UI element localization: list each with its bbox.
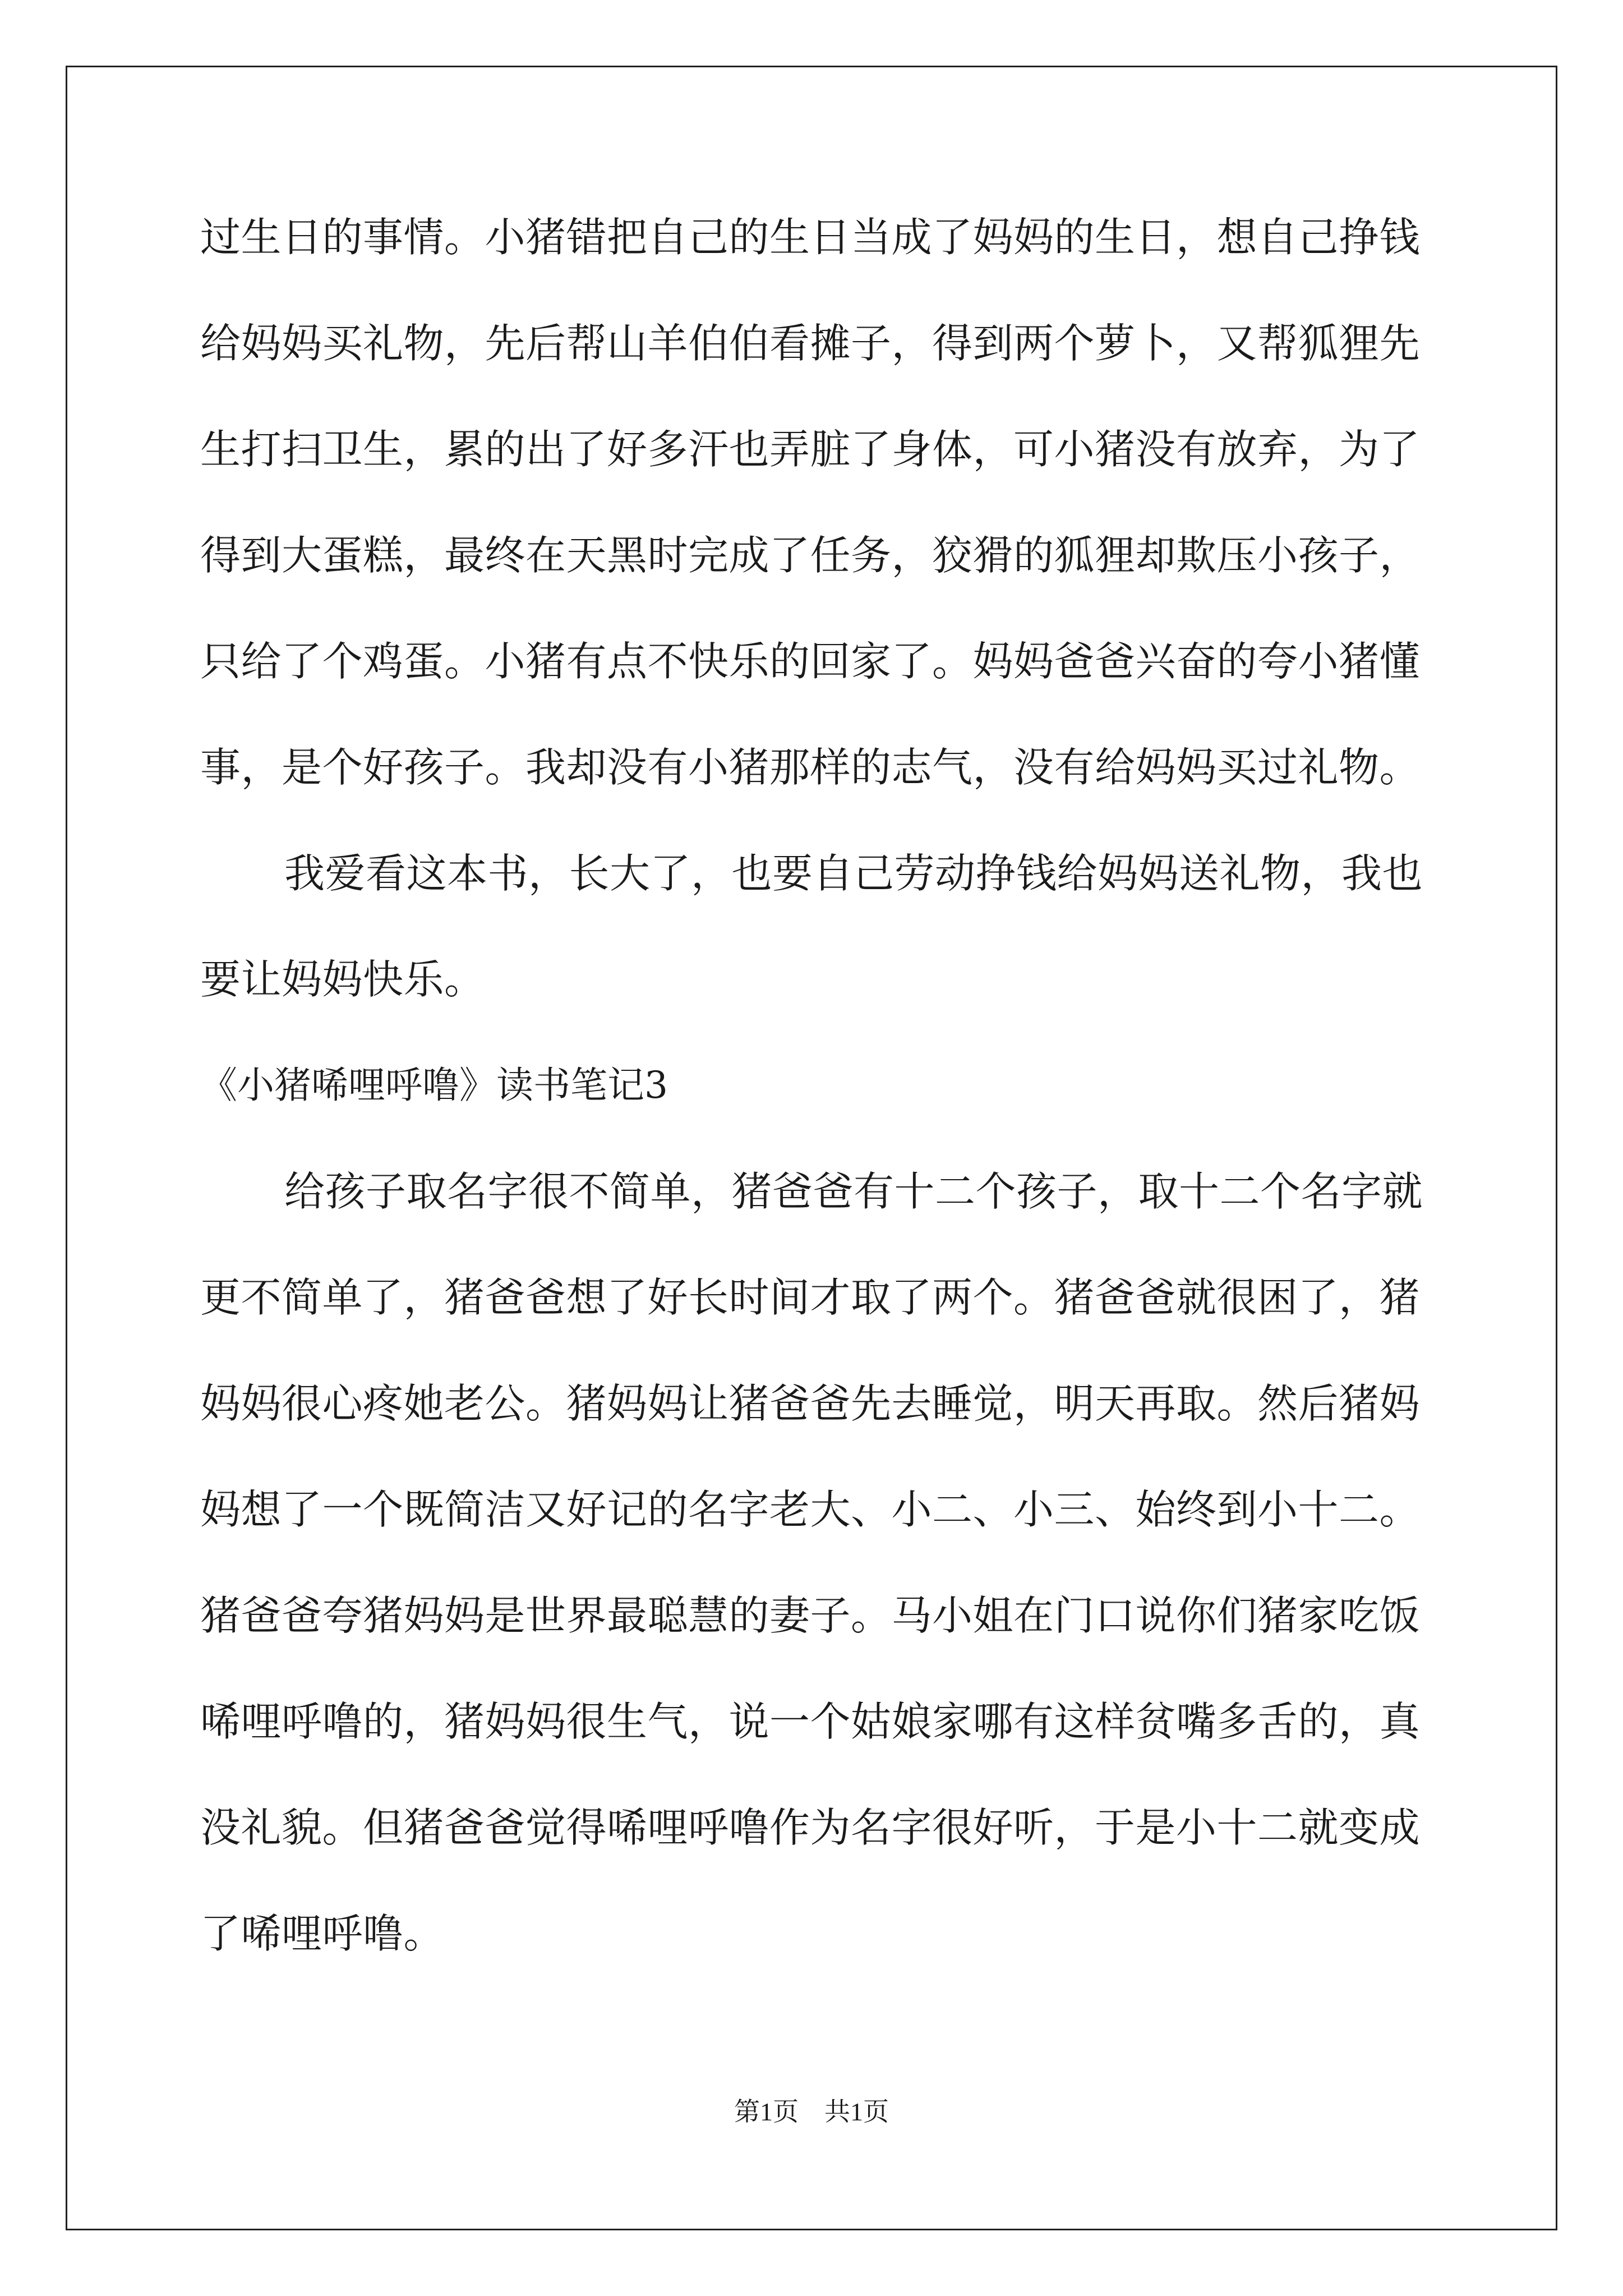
paragraph-line: 妈想了一个既简洁又好记的名字老大、小二、小三、始终到小十二。 (200, 1486, 1421, 1533)
paragraph-line: 了唏哩呼噜。 (200, 1910, 445, 1957)
paragraph-line: 要让妈妈快乐。 (200, 956, 485, 1003)
paragraph-line: 猪爸爸夸猪妈妈是世界最聪慧的妻子。马小姐在门口说你们猪家吃饭 (200, 1592, 1421, 1639)
paragraph-line: 没礼貌。但猪爸爸觉得唏哩呼噜作为名字很好听，于是小十二就变成 (200, 1804, 1421, 1851)
paragraph-line: 我爱看这本书，长大了，也要自己劳动挣钱给妈妈送礼物，我也 (284, 850, 1423, 897)
paragraph-line: 只给了个鸡蛋。小猪有点不快乐的回家了。妈妈爸爸兴奋的夸小猪懂 (200, 638, 1421, 685)
section-heading: 《小猪唏哩呼噜》读书笔记3 (200, 1064, 668, 1107)
paragraph-line: 给孩子取名字很不简单，猪爸爸有十二个孩子，取十二个名字就 (284, 1168, 1423, 1215)
paragraph-line: 生打扫卫生，累的出了好多汗也弄脏了身体，可小猪没有放弃，为了 (200, 426, 1421, 473)
paragraph-line: 得到大蛋糕，最终在天黑时完成了任务，狡猾的狐狸却欺压小孩子， (200, 532, 1421, 579)
paragraph-line: 更不简单了，猪爸爸想了好长时间才取了两个。猪爸爸就很困了，猪 (200, 1274, 1421, 1321)
paragraph-line: 唏哩呼噜的，猪妈妈很生气，说一个姑娘家哪有这样贫嘴多舌的，真 (200, 1698, 1421, 1745)
paragraph-line: 过生日的事情。小猪错把自己的生日当成了妈妈的生日，想自己挣钱 (200, 214, 1421, 261)
page-footer: 第1页 共1页 (734, 2097, 889, 2126)
paragraph-line: 给妈妈买礼物，先后帮山羊伯伯看摊子，得到两个萝卜，又帮狐狸先 (200, 320, 1421, 367)
paragraph-line: 妈妈很心疼她老公。猪妈妈让猪爸爸先去睡觉，明天再取。然后猪妈 (200, 1380, 1421, 1427)
document-body (200, 210, 1428, 2013)
paragraph-line: 事，是个好孩子。我却没有小猪那样的志气，没有给妈妈买过礼物。 (200, 744, 1421, 791)
